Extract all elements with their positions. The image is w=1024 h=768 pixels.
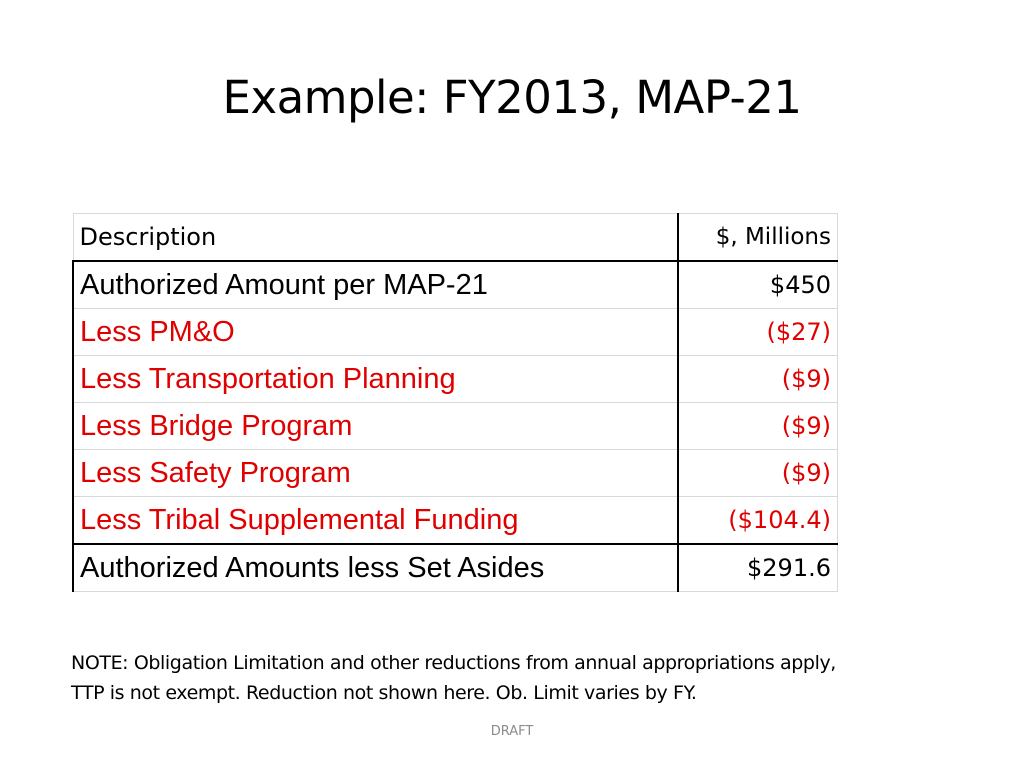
draft-footer: DRAFT xyxy=(490,724,534,739)
funding-table xyxy=(72,213,838,592)
header-amount: $, Millions xyxy=(678,214,838,262)
row-description: Less Bridge Program xyxy=(73,403,678,450)
row-amount: ($104.4) xyxy=(678,497,838,545)
row-amount: ($9) xyxy=(678,356,838,403)
table-row xyxy=(73,497,838,545)
note-line: NOTE: Obligation Limitation and other reductions from annual appropriations apply, xyxy=(71,652,836,674)
table-header-row xyxy=(73,214,838,262)
table-row xyxy=(73,309,838,356)
note-line: TTP is not exempt. Reduction not shown here. Ob. Limit varies by FY. xyxy=(71,682,697,704)
row-amount: $291.6 xyxy=(678,544,838,592)
table-row xyxy=(73,403,838,450)
row-description: Less Safety Program xyxy=(73,450,678,497)
slide-title: Example: FY2013, MAP-21 xyxy=(222,71,802,124)
row-description: Less Tribal Supplemental Funding xyxy=(73,497,678,545)
row-amount: $450 xyxy=(678,261,838,309)
row-amount: ($27) xyxy=(678,309,838,356)
row-description: Less PM&O xyxy=(73,309,678,356)
row-amount: ($9) xyxy=(678,403,838,450)
row-description: Authorized Amounts less Set Asides xyxy=(73,544,678,592)
row-description: Authorized Amount per MAP-21 xyxy=(73,261,678,309)
row-amount: ($9) xyxy=(678,450,838,497)
note-text xyxy=(71,648,971,708)
table-row xyxy=(73,450,838,497)
table-total-row xyxy=(73,544,838,592)
table-row xyxy=(73,356,838,403)
row-description: Less Transportation Planning xyxy=(73,356,678,403)
table-row xyxy=(73,261,838,309)
header-description: Description xyxy=(73,214,678,262)
